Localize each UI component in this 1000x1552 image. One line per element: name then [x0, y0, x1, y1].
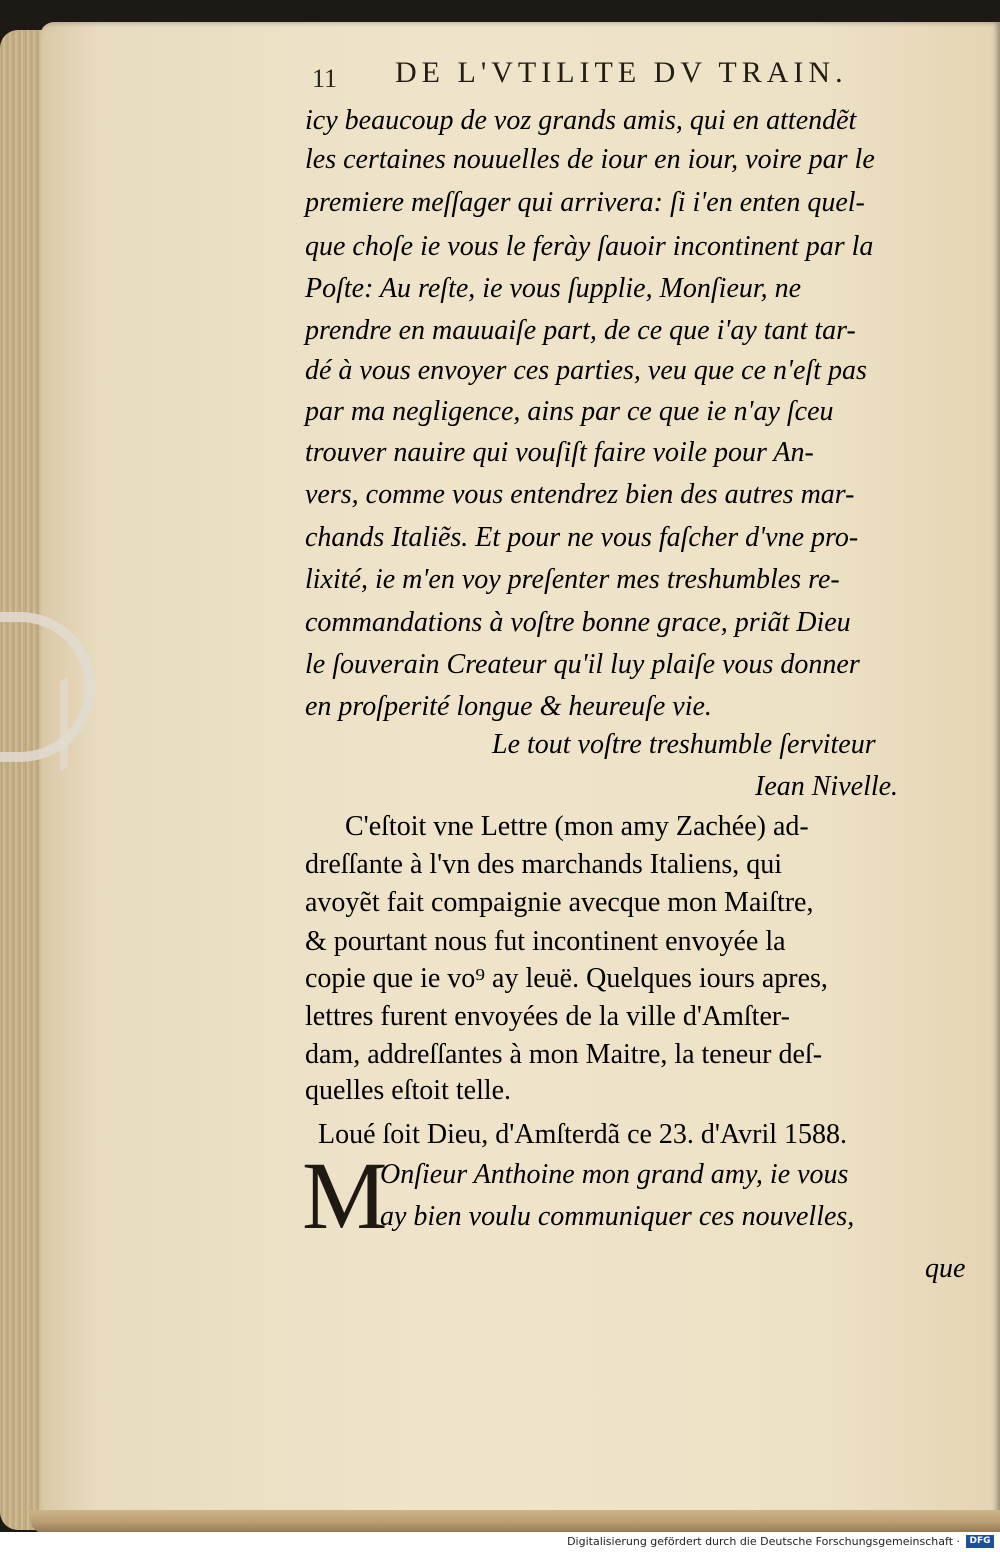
narrative-line: C'eſtoit vne Lettre (mon amy Zachée) ad-: [345, 811, 809, 842]
letter-line: Onſieur Anthoine mon grand amy, ie vous: [380, 1159, 849, 1190]
letter-line: commandations à voſtre bonne grace, priãt Dieu: [305, 607, 851, 638]
signature-name: Iean Nivelle.: [755, 771, 899, 802]
dateline: Loué ſoit Dieu, d'Amſterdã ce 23. d'Avril 1588.: [318, 1119, 848, 1150]
letter-line: les certaines nouuelles de iour en iour, voire par le: [305, 144, 875, 175]
narrative-line: dreſſante à l'vn des marchands Italiens, qui: [305, 849, 782, 880]
letter-line: le ſouverain Createur qu'il luy plaiſe vous donner: [305, 649, 860, 680]
letter-line: premiere meſſager qui arrivera: ſi i'en enten quel-: [305, 187, 865, 218]
page-number: 11: [312, 64, 338, 93]
letter-line: que choſe ie vous le ferày ſauoir incontinent par la: [305, 231, 874, 262]
footer-credit: Digitalisierung gefördert durch die Deutsche Forschungsgemeinschaft ·: [567, 1535, 960, 1548]
letter-line: trouver nauire qui vouſiſt faire voile pour An-: [305, 437, 814, 468]
letter-line: dé à vous envoyer ces parties, veu que ce n'eſt pas: [305, 355, 867, 386]
letter-line: Poſte: Au reſte, ie vous ſupplie, Monſieur, ne: [305, 273, 802, 304]
catchword: que: [925, 1253, 966, 1284]
letter-line: vers, comme vous entendrez bien des autres mar-: [305, 479, 855, 510]
dfg-logo: DFG: [966, 1535, 994, 1548]
letter-line: en proſperité longue & heureuſe vie.: [305, 691, 712, 722]
letter-line: ay bien voulu communiquer ces nouvelles,: [380, 1201, 855, 1232]
bottom-page-edge: [30, 1510, 1000, 1534]
narrative-line: dam, addreſſantes à mon Maitre, la teneur deſ-: [305, 1039, 823, 1070]
narrative-line: quelles eſtoit telle.: [305, 1075, 512, 1106]
narrative-line: & pourtant nous fut incontinent envoyée la: [305, 926, 786, 957]
narrative-line: avoyẽt fait compaignie avecque mon Maiſtre,: [305, 887, 814, 918]
signature-closing: Le tout voſtre treshumble ſerviteur: [492, 729, 876, 760]
drop-cap: M: [302, 1142, 388, 1249]
letter-line: chands Italiẽs. Et pour ne vous faſcher d'vne pro-: [305, 522, 859, 553]
letter-line: par ma negligence, ains par ce que ie n'ay ſceu: [305, 396, 834, 427]
letter-line: prendre en mauuaiſe part, de ce que i'ay tant tar-: [305, 315, 856, 346]
narrative-line: copie que ie vo⁹ ay leuë. Quelques iours apres,: [305, 963, 828, 994]
letter-line: lixité, ie m'en voy preſenter mes treshumbles re-: [305, 564, 840, 595]
running-head: DE L'VTILITE DV TRAIN.: [395, 56, 848, 89]
letter-line: icy beaucoup de voz grands amis, qui en attendẽt: [305, 105, 857, 136]
narrative-line: lettres furent envoyées de la ville d'Amſter-: [305, 1001, 790, 1032]
